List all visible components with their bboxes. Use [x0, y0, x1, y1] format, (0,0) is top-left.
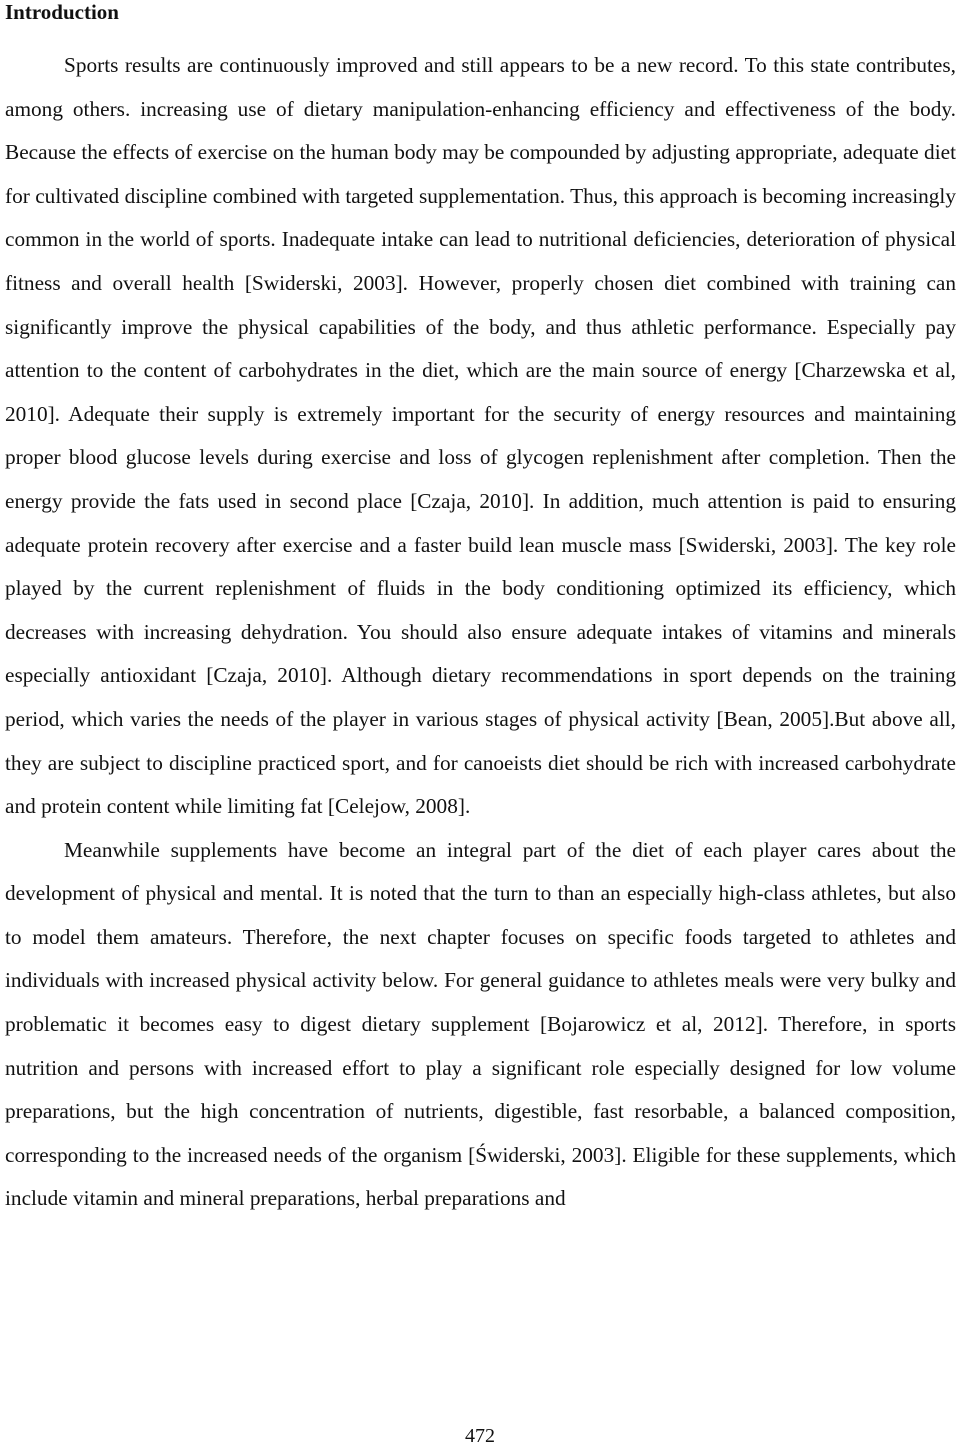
body-paragraph-1: Sports results are continuously improved and still appears to be a new record. To this state contributes, among others. increasing use of dietary manipulation-enhancing efficiency and effectiveness of the body. Because the effects of exercise on the human body may be compounded by adjusting appropriate, adequate diet for cultivated discipline combined with targeted supplementation. Thus, this approach is becoming increasingly common in the world of sports. Inadequate intake can lead to nutritional deficiencies, deterioration of physical fitness and overall health [Swiderski, 2003]. However, properly chosen diet combined with training can significantly improve the physical capabilities of the body, and thus athletic performance. Especially pay attention to the content of carbohydrates in the diet, which are the main source of energy [Charzewska et al, 2010]. Adequate their supply is extremely important for the security of energy resources and maintaining proper blood glucose levels during exercise and loss of glycogen replenishment after completion. Then the energy provide the fats used in second place [Czaja, 2010]. In addition, much attention is paid to ensuring adequate protein recovery after exercise and a faster build lean muscle mass [Swiderski, 2003]. The key role played by the current replenishment of fluids in the body conditioning optimized its efficiency, which decreases with increasing dehydration. You should also ensure adequate intakes of vitamins and minerals especially antioxidant [Czaja, 2010]. Although dietary recommendations in sport depends on the training period, which varies the needs of the player in various stages of physical activity [Bean, 2005].But above all, they are subject to discipline practiced sport, and for canoeists diet should be rich with increased carbohydrate and protein content while limiting fat [Celejow, 2008]. [5, 53, 956, 819]
section-heading: Introduction [5, 0, 119, 24]
page-number: 472 [465, 1425, 495, 1447]
document-page [5, 0, 956, 1221]
body-paragraph-2: Meanwhile supplements have become an integral part of the diet of each player cares about the development of physical and mental. It is noted that the turn to than an especially high-class athletes, but also to model them amateurs. Therefore, the next chapter focuses on specific foods targeted to athletes and individuals with increased physical activity below. For general guidance to athletes meals were very bulky and problematic it becomes easy to digest dietary supplement [Bojarowicz et al, 2012]. Therefore, in sports nutrition and persons with increased effort to play a significant role especially designed for low volume preparations, but the high concentration of nutrients, digestible, fast resorbable, a balanced composition, corresponding to the increased needs of the organism [Świderski, 2003]. Eligible for these supplements, which include vitamin and mineral preparations, herbal preparations and [5, 837, 956, 1211]
